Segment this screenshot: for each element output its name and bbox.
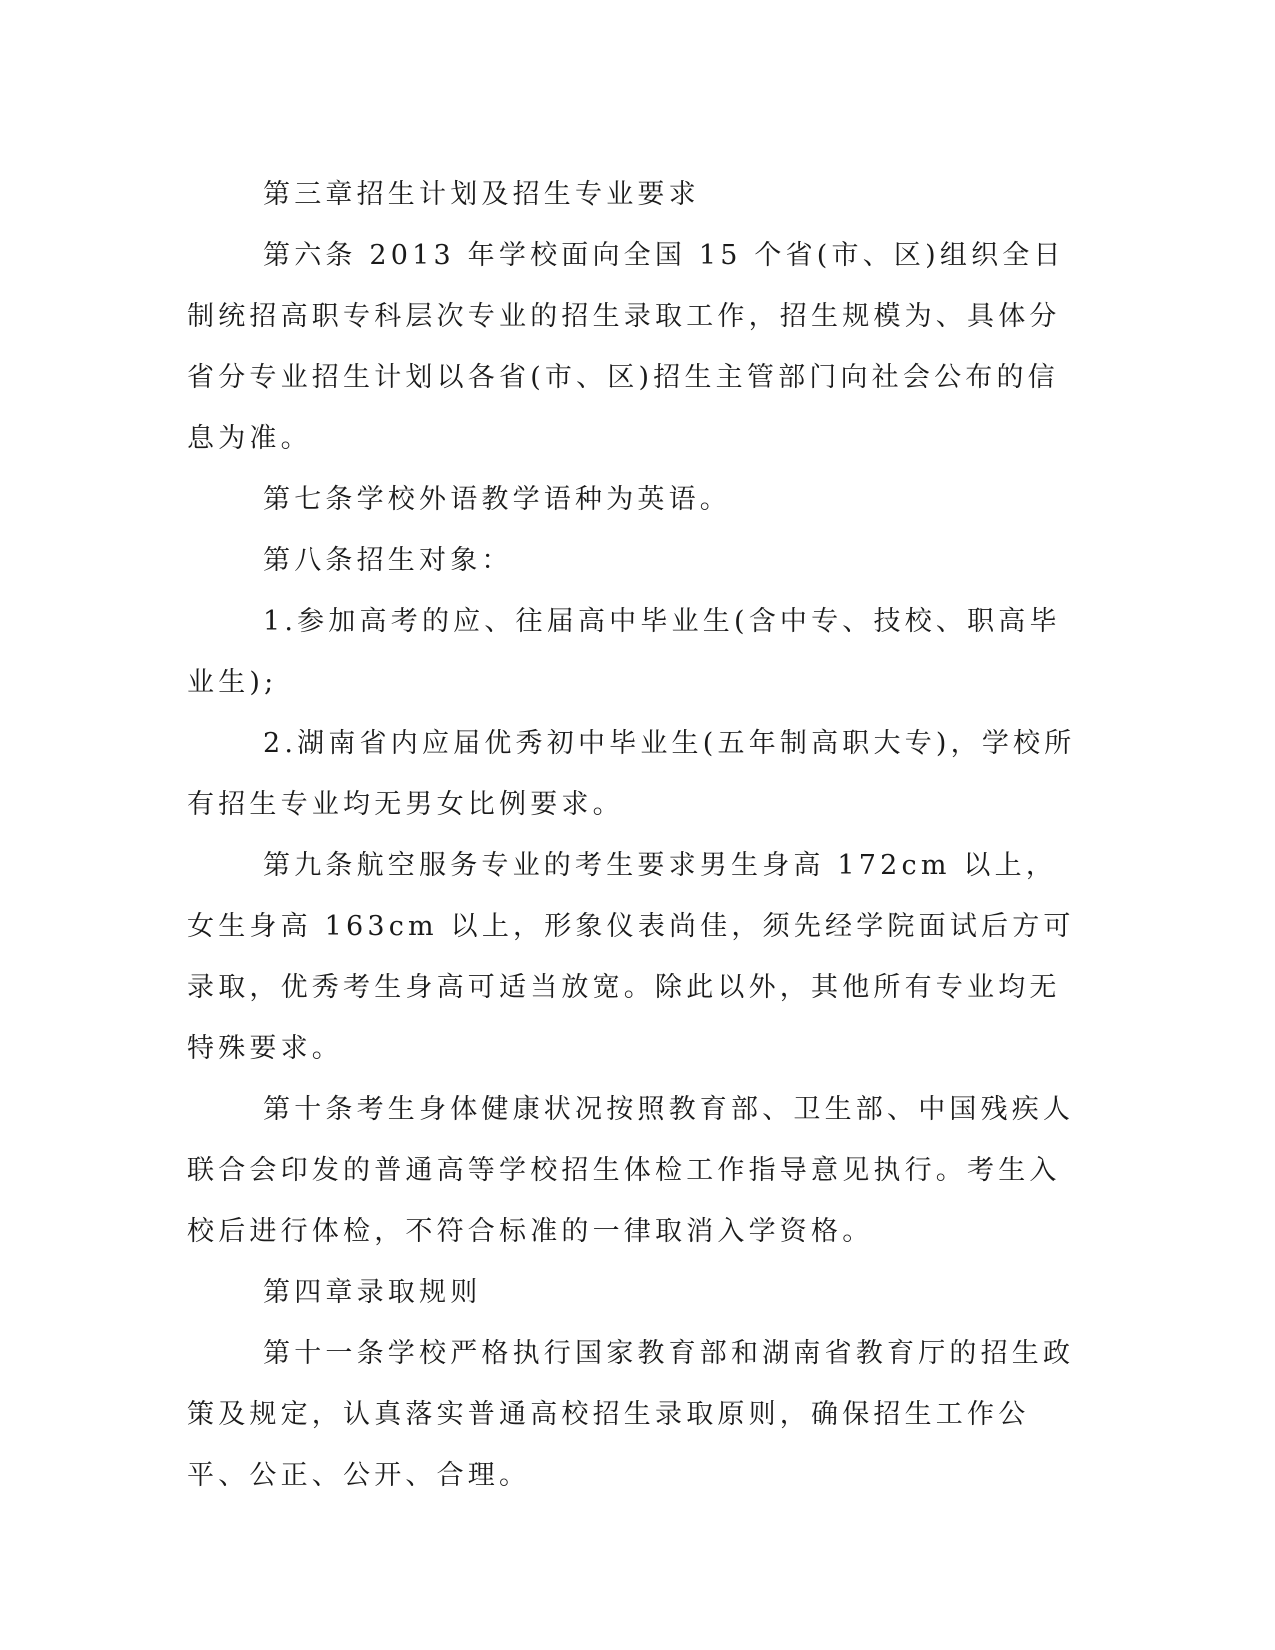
article-8-item-2: 2.湖南省内应届优秀初中毕业生(五年制高职大专)，学校所有招生专业均无男女比例要求。 bbox=[187, 728, 1076, 820]
article-7: 第七条学校外语教学语种为英语。 bbox=[263, 484, 731, 515]
article-9: 第九条航空服务专业的考生要求男生身高 172cm 以上，女生身高 163cm 以上，形象仪表尚佳，须先经学院面试后方可录取，优秀考生身高可适当放宽。除此以外，其他所有专业均无特殊要求。 bbox=[187, 850, 1075, 1064]
article-8-item-1: 1.参加高考的应、往届高中毕业生(含中专、技校、职高毕业生); bbox=[187, 606, 1061, 698]
article-8: 第八条招生对象： bbox=[263, 545, 513, 576]
article-6: 第六条 2013 年学校面向全国 15 个省(市、区)组织全日制统招高职专科层次专业的招生录取工作，招生规模为、具体分省分专业招生计划以各省(市、区)招生主管部门向社会公布的信息为准。 bbox=[187, 240, 1065, 454]
document-body bbox=[187, 164, 1077, 1506]
chapter-4-heading: 第四章录取规则 bbox=[263, 1277, 482, 1308]
chapter-3-heading: 第三章招生计划及招生专业要求 bbox=[263, 179, 700, 210]
article-10: 第十条考生身体健康状况按照教育部、卫生部、中国残疾人联合会印发的普通高等学校招生体检工作指导意见执行。考生入校后进行体检，不符合标准的一律取消入学资格。 bbox=[187, 1094, 1075, 1247]
article-11: 第十一条学校严格执行国家教育部和湖南省教育厅的招生政策及规定，认真落实普通高校招生录取原则，确保招生工作公平、公正、公开、合理。 bbox=[187, 1338, 1075, 1491]
